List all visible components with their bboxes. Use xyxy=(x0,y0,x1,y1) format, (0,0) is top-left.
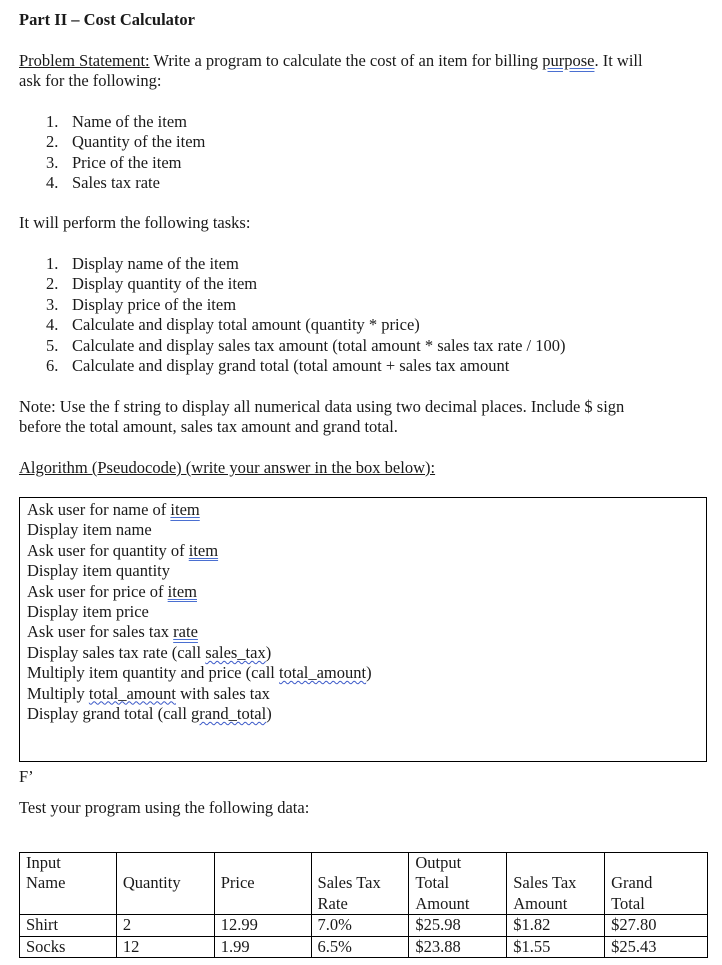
header-cell-name: Input Name xyxy=(20,853,117,915)
note-line-2: before the total amount, sales tax amount and grand total. xyxy=(19,417,398,436)
cell-rate: 7.0% xyxy=(311,915,409,936)
header-cell-price: Price xyxy=(214,853,311,915)
test-data-table xyxy=(19,852,708,958)
algorithm-line: Display item quantity xyxy=(27,561,170,581)
algorithm-line: Ask user for quantity of item xyxy=(27,540,219,560)
list-item: 1. Display name of the item xyxy=(46,254,239,273)
cell-price: 1.99 xyxy=(214,936,311,957)
page-title: Part II – Cost Calculator xyxy=(19,10,195,29)
cell-name: Shirt xyxy=(20,915,117,936)
algorithm-line: Display item price xyxy=(27,602,149,621)
list-item: 4. Calculate and display total amount (quantity * price) xyxy=(46,315,420,335)
list-item: 4. Sales tax rate xyxy=(46,173,160,193)
list-item: 3. Display price of the item xyxy=(46,294,237,314)
algorithm-line: Ask user for name of item xyxy=(27,500,200,519)
tasks-intro: It will perform the following tasks: xyxy=(19,213,251,232)
cell-rate: 6.5% xyxy=(311,936,409,957)
list-item: 5. Calculate and display sales tax amount (total amount * sales tax rate / 100) xyxy=(46,335,566,355)
list-item: 2. Display quantity of the item xyxy=(46,274,258,294)
problem-statement-line-2: ask for the following: xyxy=(19,71,162,90)
inputs-list xyxy=(46,112,205,194)
header-cell-quantity: Quantity xyxy=(116,853,214,915)
algorithm-line: Ask user for price of item xyxy=(27,581,197,601)
algorithm-line: Display item name xyxy=(27,520,152,540)
list-item: 1. Name of the item xyxy=(46,112,188,131)
algorithm-line: Display sales tax rate (call sales_tax) xyxy=(27,642,272,662)
table-row xyxy=(20,915,708,936)
cell-grand: $27.80 xyxy=(605,915,708,936)
algorithm-line: Ask user for sales tax rate xyxy=(27,622,198,642)
algorithm-answer-box[interactable] xyxy=(19,497,707,762)
algorithm-line: Display grand total (call grand_total) xyxy=(27,704,272,723)
cell-tax: $1.55 xyxy=(507,936,605,957)
header-cell-total: Output Total Amount xyxy=(409,853,507,915)
problem-statement-label: Problem Statement: xyxy=(19,51,150,70)
cell-name: Socks xyxy=(20,936,117,957)
table-header-row xyxy=(20,853,708,915)
header-cell-tax: Sales Tax Amount xyxy=(507,853,605,915)
cell-tax: $1.82 xyxy=(507,915,605,936)
cell-quantity: 12 xyxy=(116,936,214,957)
test-intro: Test your program using the following data: xyxy=(19,798,310,817)
algorithm-heading: Algorithm (Pseudocode) (write your answer in the box below): xyxy=(19,458,436,477)
stray-text: F’ xyxy=(19,767,34,786)
table-row xyxy=(20,936,708,957)
header-cell-grand: Grand Total xyxy=(605,853,708,915)
cell-price: 12.99 xyxy=(214,915,311,936)
algorithm-line: Multiply item quantity and price (call total_amount) xyxy=(27,663,372,683)
problem-statement-line-1: Problem Statement: Write a program to calculate the cost of an item for billing purpose. It will xyxy=(19,51,643,70)
list-item: 6. Calculate and display grand total (total amount + sales tax amount xyxy=(46,355,510,375)
note-line-1: Note: Use the f string to display all numerical data using two decimal places. Include $ sign xyxy=(19,397,625,416)
cell-total: $23.88 xyxy=(409,936,507,957)
cell-quantity: 2 xyxy=(116,915,214,936)
list-item: 2. Quantity of the item xyxy=(46,132,206,152)
cell-grand: $25.43 xyxy=(605,936,708,957)
algorithm-line: Multiply total_amount with sales tax xyxy=(27,683,270,703)
tasks-list xyxy=(46,254,566,376)
cell-total: $25.98 xyxy=(409,915,507,936)
header-cell-rate: Sales Tax Rate xyxy=(311,853,409,915)
list-item: 3. Price of the item xyxy=(46,152,182,172)
